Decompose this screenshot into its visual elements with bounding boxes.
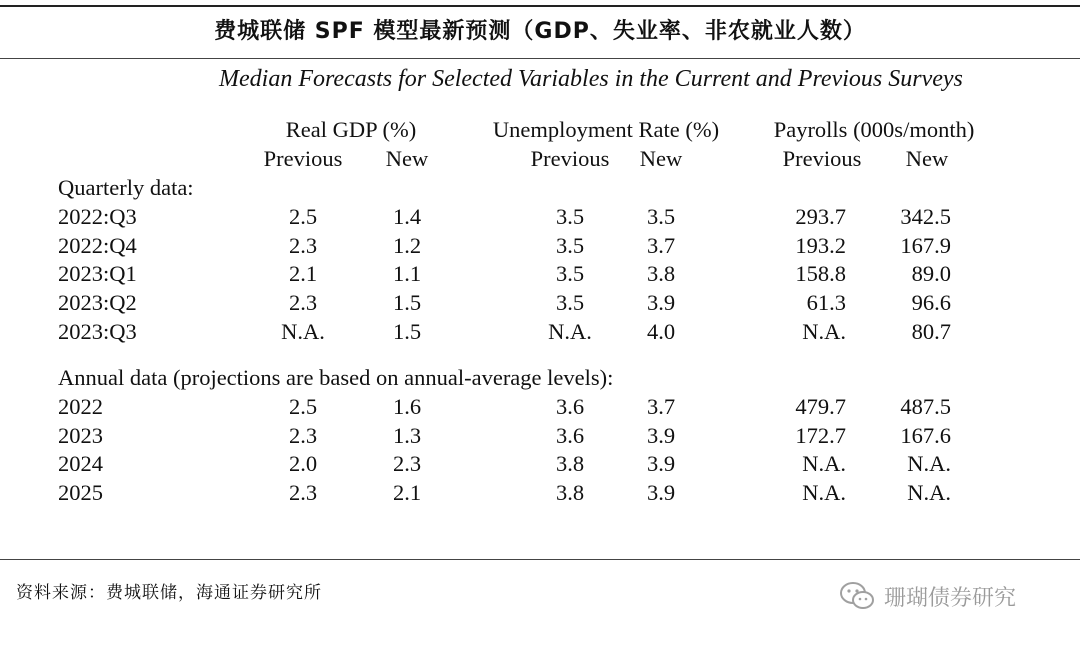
table-cell: 89.0 xyxy=(911,261,951,287)
column-subheader: Previous xyxy=(782,146,862,171)
table-cell: 1.5 xyxy=(392,290,422,316)
page-title: 费城联储 SPF 模型最新预测（GDP、失业率、非农就业人数） xyxy=(214,19,866,44)
table-cell: N.A. xyxy=(802,480,846,506)
table-cell: 3.9 xyxy=(646,290,676,316)
table-cell: 3.5 xyxy=(646,203,676,229)
row-period: 2022 xyxy=(58,393,103,419)
table-cell: 80.7 xyxy=(911,319,951,344)
table-cell: 167.6 xyxy=(900,422,951,448)
top-rule xyxy=(0,5,1080,7)
table-cell: 1.1 xyxy=(392,261,422,287)
table-cell: 158.8 xyxy=(795,261,846,287)
table-cell: N.A. xyxy=(281,319,325,344)
column-group-header: Unemployment Rate (%) xyxy=(492,117,720,142)
table-cell: 3.8 xyxy=(555,480,585,506)
table-cell: 2.3 xyxy=(288,232,318,258)
table-cell: 193.2 xyxy=(795,232,846,258)
table-cell: 3.7 xyxy=(646,232,676,258)
table-cell: 3.6 xyxy=(555,422,585,448)
table-cell: 2.1 xyxy=(288,261,318,287)
table-cell: 3.6 xyxy=(555,393,585,419)
table-cell: 342.5 xyxy=(900,203,951,229)
column-subheader: Previous xyxy=(263,146,343,171)
table-cell: 2.3 xyxy=(288,480,318,506)
table-cell: N.A. xyxy=(802,451,846,477)
table-cell: 3.7 xyxy=(646,393,676,419)
row-period: 2022:Q4 xyxy=(58,232,137,258)
column-subheader: New xyxy=(385,146,429,171)
table-cell: N.A. xyxy=(548,319,592,344)
watermark-text: 珊瑚债券研究 xyxy=(884,585,1017,611)
table-cell: N.A. xyxy=(907,451,951,477)
table-cell: 3.5 xyxy=(555,203,585,229)
table-cell: 3.8 xyxy=(555,451,585,477)
table-cell: 479.7 xyxy=(795,393,846,419)
table-cell: 487.5 xyxy=(900,393,951,419)
row-period: 2022:Q3 xyxy=(58,203,137,229)
table-cell: 96.6 xyxy=(911,290,951,316)
column-subheader: Previous xyxy=(530,146,610,171)
column-subheader: New xyxy=(905,146,949,171)
table-cell: 1.3 xyxy=(392,422,422,448)
table-cell: 3.8 xyxy=(646,261,676,287)
table-cell: 293.7 xyxy=(795,203,846,229)
source-note: 资料来源：费城联储，海通证券研究所 xyxy=(16,583,322,603)
row-period: 2024 xyxy=(58,451,103,477)
table-cell: 3.5 xyxy=(555,261,585,287)
table-title: Median Forecasts for Selected Variables in the Current and Previous Surveys xyxy=(219,66,963,92)
table-cell: 4.0 xyxy=(646,319,676,344)
row-period: 2023:Q1 xyxy=(58,261,137,287)
watermark xyxy=(838,580,1016,612)
table-cell: 61.3 xyxy=(806,290,846,316)
bottom-rule xyxy=(0,559,1080,560)
row-period: 2023 xyxy=(58,422,103,448)
row-period: 2023:Q3 xyxy=(58,319,137,344)
table-cell: 1.6 xyxy=(392,393,422,419)
table-cell: 3.5 xyxy=(555,232,585,258)
table-cell: N.A. xyxy=(907,480,951,506)
column-group-header: Payrolls (000s/month) xyxy=(773,117,975,142)
table-cell: 3.9 xyxy=(646,422,676,448)
table-cell: 1.4 xyxy=(392,203,422,229)
table-cell: 3.5 xyxy=(555,290,585,316)
table-cell: 2.5 xyxy=(288,203,318,229)
table-cell: 167.9 xyxy=(900,232,951,258)
table-cell: 1.5 xyxy=(392,319,422,344)
table-cell: 3.9 xyxy=(646,451,676,477)
table-cell: N.A. xyxy=(802,319,846,344)
section-label: Quarterly data: xyxy=(58,175,194,200)
row-period: 2025 xyxy=(58,480,103,506)
title-underline xyxy=(0,58,1080,59)
row-period: 2023:Q2 xyxy=(58,290,137,316)
table-cell: 2.3 xyxy=(288,422,318,448)
table-cell: 2.3 xyxy=(288,290,318,316)
wechat-icon xyxy=(838,580,876,612)
table-cell: 1.2 xyxy=(392,232,422,258)
table-cell: 2.5 xyxy=(288,393,318,419)
table-cell: 2.3 xyxy=(392,451,422,477)
table-cell: 172.7 xyxy=(795,422,846,448)
table-cell: 2.0 xyxy=(288,451,318,477)
column-group-header: Real GDP (%) xyxy=(285,117,417,142)
table-cell: 2.1 xyxy=(392,480,422,506)
column-subheader: New xyxy=(639,146,683,171)
table-cell: 3.9 xyxy=(646,480,676,506)
section-label: Annual data (projections are based on annual-average levels): xyxy=(58,365,614,390)
